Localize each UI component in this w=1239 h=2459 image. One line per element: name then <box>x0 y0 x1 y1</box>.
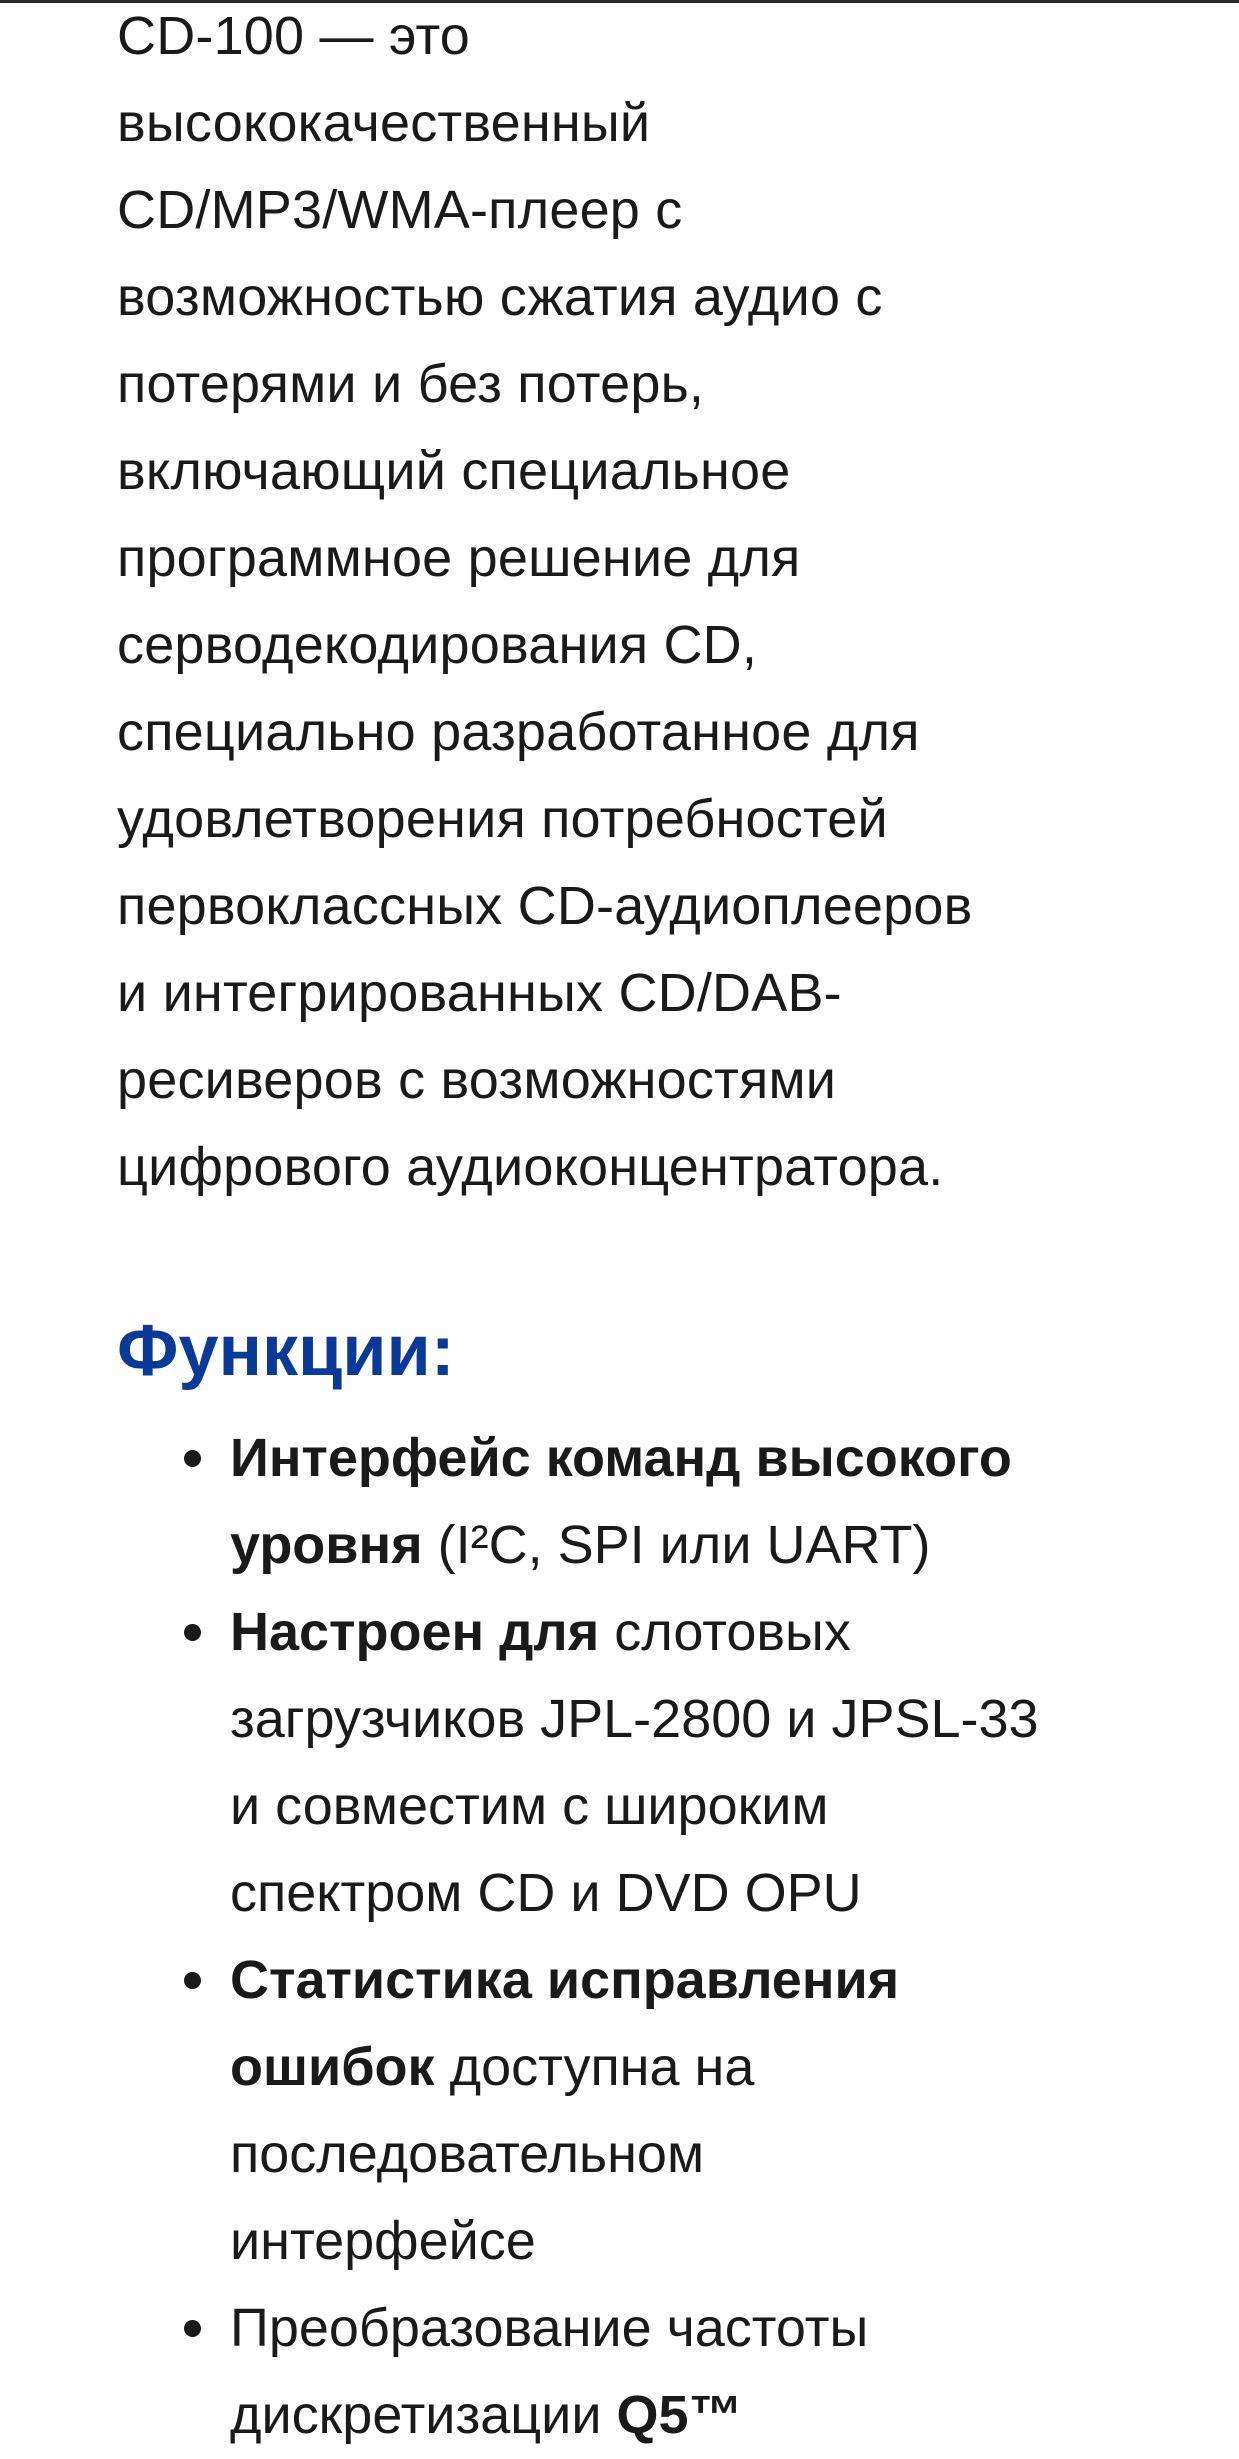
features-heading: Функции: <box>117 1311 455 1391</box>
feature-plain-text: Преобразование частоты дискретизации <box>230 2298 869 2445</box>
list-item <box>117 2285 1127 2459</box>
list-item <box>117 1937 1127 2285</box>
intro-paragraph: CD-100 — это высококачественный CD/MP3/WMA-плеер с возможностью сжатия аудио с потерями и без потерь, включающий специальное программное решение для серводекодирования CD, специально разработанное для удовлетворения потребностей первоклассных CD-аудиоплееров и интегрированных CD/DAB- ресиверов с возможностями цифрового аудиоконцентратора. <box>117 6 973 1197</box>
bullet-icon <box>184 1972 201 1989</box>
feature-bold-text: Настроен для <box>230 1602 600 1662</box>
feature-text <box>230 2298 868 2445</box>
feature-text <box>230 1602 1039 1923</box>
feature-text <box>230 1950 899 2271</box>
feature-plain-text: доступна на последовательном интерфейсе <box>230 2037 755 2271</box>
features-list <box>117 1415 1127 2459</box>
bullet-icon <box>184 1450 201 1467</box>
feature-plain-text: слотовых загрузчиков JPL-2800 и JPSL-33 и совместим с широким спектром CD и DVD OPU <box>230 1602 1039 1923</box>
feature-bold-text: Интерфейс команд высокого уровня <box>230 1428 1012 1575</box>
bullet-icon <box>184 2320 201 2337</box>
feature-bold-text: Статистика исправления ошибок <box>230 1950 900 2097</box>
feature-bold-text: Q5™ <box>616 2385 743 2445</box>
bullet-icon <box>184 1624 201 1641</box>
feature-text <box>230 1428 1012 1575</box>
list-item <box>117 1589 1127 1937</box>
list-item <box>117 1415 1127 1589</box>
feature-plain-text: (I²C, SPI или UART) <box>422 1515 931 1575</box>
